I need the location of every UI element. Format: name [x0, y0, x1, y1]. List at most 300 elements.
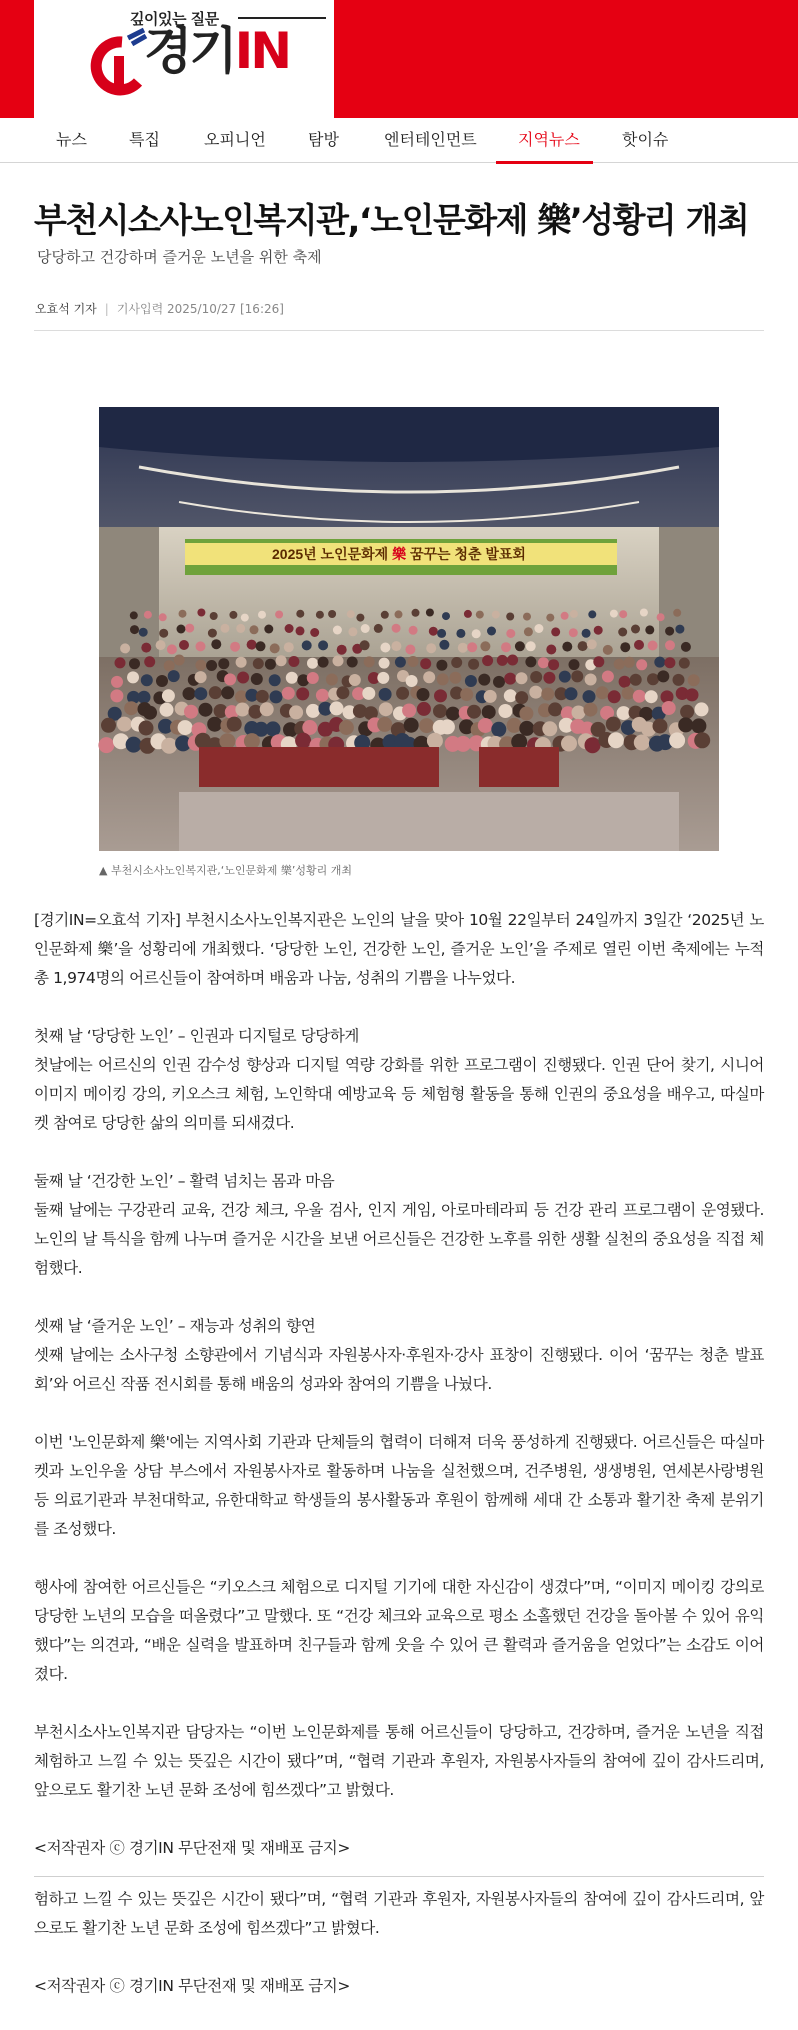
audience-member — [519, 707, 533, 721]
main-nav — [0, 118, 798, 163]
audience-member — [594, 626, 603, 635]
article-section-3 — [34, 1312, 764, 1399]
audience-member — [250, 625, 259, 634]
audience-member — [224, 673, 236, 685]
audience-member — [630, 674, 642, 686]
audience-member — [620, 642, 630, 652]
audience-member — [420, 658, 431, 669]
article-author[interactable]: 오효석 기자 — [35, 302, 97, 316]
audience-member — [124, 701, 138, 715]
audience-member — [565, 687, 578, 700]
audience-member — [419, 718, 434, 733]
audience-member — [236, 624, 245, 633]
audience-member — [328, 610, 336, 618]
audience-member — [546, 614, 554, 622]
audience-member — [423, 671, 435, 683]
nav-item-opinion[interactable]: 오피니언 — [204, 130, 266, 149]
copyright-notice: <저작권자 ⓒ 경기IN 무단전재 및 재배포 금지> — [34, 1839, 350, 1857]
audience-member — [318, 640, 328, 650]
audience-member — [316, 689, 329, 702]
section-text: 셋째 날에는 소사구청 소향관에서 기념식과 자원봉사자·후원자·강사 표창이 진행됐다. 이어 ‘꿈꾸는 청춘 발표회’와 어르신 작품 전시회를 통해 배움의 성과와 참여의 기쁨을 나눴다. — [34, 1346, 764, 1393]
audience-member — [260, 702, 274, 716]
audience-member — [275, 611, 283, 619]
audience-member — [230, 642, 240, 652]
audience-member — [618, 628, 627, 637]
audience-member — [326, 674, 338, 686]
audience-member — [634, 735, 650, 751]
audience-member — [593, 656, 604, 667]
audience-member — [548, 702, 562, 716]
audience-member — [484, 690, 497, 703]
audience-member — [265, 659, 276, 670]
audience-member — [130, 625, 139, 634]
audience-member — [583, 690, 596, 703]
nav-item-visit[interactable]: 탐방 — [308, 130, 339, 149]
audience-member — [276, 655, 287, 666]
audience-member — [631, 625, 640, 634]
audience-member — [478, 718, 493, 733]
audience-member — [143, 706, 157, 720]
auditorium-photo-illustration — [99, 407, 719, 851]
audience-member — [349, 674, 361, 686]
audience-member — [541, 688, 554, 701]
audience-member — [307, 672, 319, 684]
audience-member — [160, 703, 174, 717]
audience-member — [426, 609, 434, 617]
nav-active-indicator — [496, 161, 593, 164]
audience-member — [446, 707, 460, 721]
audience-member — [476, 611, 484, 619]
audience-member — [221, 686, 234, 699]
audience-member — [209, 686, 222, 699]
audience-member — [525, 656, 536, 667]
audience-member — [412, 609, 420, 617]
audience-member — [608, 732, 624, 748]
audience-member — [333, 655, 344, 666]
logo-tagline-rule — [238, 17, 326, 19]
audience-member — [101, 718, 116, 733]
audience-member — [487, 627, 496, 636]
audience-member — [645, 690, 658, 703]
audience-member — [318, 657, 329, 668]
audience-member — [379, 702, 393, 716]
audience-member — [256, 641, 266, 651]
audience-member — [356, 614, 364, 622]
audience-member — [691, 718, 706, 733]
audience-member — [464, 610, 472, 618]
audience-member — [516, 672, 528, 684]
audience-member — [164, 660, 175, 671]
audience-member — [111, 676, 123, 688]
audience-member — [395, 657, 406, 668]
audience-member — [285, 624, 294, 633]
audience-member — [141, 674, 153, 686]
audience-member — [467, 705, 481, 719]
audience-member — [395, 610, 403, 618]
audience-member — [561, 612, 569, 620]
audience-member — [694, 732, 710, 748]
audience-member — [408, 656, 419, 667]
audience-member — [633, 690, 646, 703]
audience-member — [229, 611, 237, 619]
audience-member — [534, 624, 543, 633]
audience-member — [439, 640, 449, 650]
audience-member — [264, 625, 273, 634]
audience-member — [449, 672, 461, 684]
section-heading: 셋째 날 ‘즐거운 노인’ – 재능과 성취의 향연 — [34, 1317, 316, 1335]
audience-member — [258, 611, 266, 619]
audience-member — [110, 689, 123, 702]
audience-member — [515, 641, 525, 651]
audience-member — [468, 659, 479, 670]
audience-member — [316, 611, 324, 619]
audience-member — [381, 611, 389, 619]
audience-member — [139, 721, 154, 736]
audience-member — [392, 624, 401, 633]
audience-member — [195, 660, 206, 671]
audience-member — [306, 704, 320, 718]
audience-member — [185, 624, 194, 633]
logo-wordmark-main: 경기 — [144, 22, 235, 80]
audience-member — [284, 642, 294, 652]
duplicate-tail-text: 험하고 느낄 수 있는 뜻깊은 시간이 됐다”며, “협력 기관과 후원자, 자원봉사자들의 참여에 깊이 감사드리며, 앞으로도 활기찬 노년 문화 조성에 힘쓰겠다”고 밝혔다. — [34, 1890, 764, 1937]
audience-member — [653, 719, 668, 734]
audience-member — [296, 626, 305, 635]
audience-member — [269, 674, 281, 686]
audience-member — [585, 737, 601, 753]
audience-member — [235, 703, 249, 717]
audience-member — [648, 641, 658, 651]
meta-separator: | — [104, 302, 109, 316]
banner-text: 2025년 노인문화제 樂 꿈꾸는 청춘 발표회 — [272, 546, 526, 562]
audience-member — [206, 660, 217, 671]
audience-member — [695, 702, 709, 716]
audience-member — [270, 643, 280, 653]
article-closing-paragraph: 이번 '노인문화제 樂'에는 지역사회 기관과 단체들의 협력이 더해져 더욱 풍성하게 진행됐다. 어르신들은 따실마켓과 노인우울 상담 부스에서 자원봉사자로 활동하며 나눔을 실천했으며, 건주병원, 생생병원, 연세본사랑병원 등 의료기관과 부천대학교, 유한대학교 학생들의 봉사활동과 후원이 함께해 세대 간 소통과 활기찬 축제 분위기를 조성했다. — [34, 1433, 764, 1538]
nav-item-hot-issue[interactable]: 핫이슈 — [622, 130, 669, 149]
audience-member — [167, 644, 177, 654]
audience-member — [138, 691, 151, 704]
audience-member — [654, 657, 665, 668]
audience-member — [640, 609, 648, 617]
audience-member — [529, 686, 542, 699]
audience-member — [543, 672, 555, 684]
audience-member — [482, 655, 493, 666]
audience-member — [451, 657, 462, 668]
audience-member — [584, 703, 598, 717]
audience-member — [614, 659, 625, 670]
nav-item-local-news[interactable]: 지역뉴스 — [518, 130, 580, 149]
audience-member — [437, 673, 449, 685]
audience-member — [456, 629, 465, 638]
audience-member — [434, 689, 447, 702]
audience-member — [348, 627, 357, 636]
audience-member — [657, 613, 665, 621]
site-logo[interactable] — [34, 0, 334, 118]
audience-member — [241, 614, 249, 622]
audience-member — [179, 610, 187, 618]
audience-member — [504, 673, 516, 685]
audience-member — [585, 674, 597, 686]
audience-member — [282, 687, 295, 700]
audience-member — [406, 675, 418, 687]
audience-member — [506, 629, 515, 638]
audience-member — [129, 658, 140, 669]
audience-member — [436, 660, 447, 671]
audience-member — [480, 641, 490, 651]
audience-member — [218, 658, 229, 669]
audience-member — [426, 643, 436, 653]
audience-member — [360, 640, 370, 650]
audience-member — [117, 717, 132, 732]
audience-member — [569, 659, 580, 670]
audience-member — [619, 610, 627, 618]
audience-member — [333, 626, 342, 635]
audience-member — [673, 674, 685, 686]
audience-member — [211, 639, 221, 649]
audience-member — [458, 643, 468, 653]
audience-member — [523, 613, 531, 621]
section-heading: 첫째 날 ‘당당한 노인’ – 인권과 디지털로 당당하게 — [34, 1027, 359, 1045]
audience-member — [497, 655, 508, 666]
article-lead-paragraph: [경기IN=오효석 기자] 부천시소사노인복지관은 노인의 날을 맞아 10월 22일부터 24일까지 3일간 ‘2025년 노인문화제 樂’을 성황리에 개최했다. ‘당당한 노인, 건강한 노인, 즐거운 노인’을 주제로 열린 이번 축제에는 누적 총 1,974명의 어르신들이 참여하며 배움과 나눔, 성취의 기쁨을 나누었다. — [34, 911, 764, 987]
audience-member — [409, 626, 418, 635]
audience-member — [183, 687, 196, 700]
audience-member — [310, 628, 319, 637]
audience-member — [538, 657, 549, 668]
top-banner — [0, 0, 798, 118]
audience-member — [624, 657, 635, 668]
audience-member — [610, 610, 618, 618]
audience-member — [478, 674, 490, 686]
audience-member — [307, 658, 318, 669]
audience-member — [405, 645, 415, 655]
logo-mark-icon — [92, 34, 148, 94]
audience-member — [161, 738, 177, 754]
audience-member — [662, 701, 676, 715]
audience-member — [159, 629, 168, 638]
section-heading: 둘째 날 ‘건강한 노인’ – 활력 넘치는 몸과 마음 — [34, 1172, 335, 1190]
audience-member — [548, 659, 559, 670]
audience-member — [493, 676, 505, 688]
audience-member — [139, 628, 148, 637]
audience-member — [519, 721, 534, 736]
audience-member — [546, 645, 556, 655]
audience-member — [561, 736, 577, 752]
audience-member — [115, 657, 126, 668]
audience-member — [606, 717, 621, 732]
audience-member — [347, 657, 358, 668]
audience-member — [156, 640, 166, 650]
audience-member — [210, 612, 218, 620]
audience-member — [227, 717, 242, 732]
audience-member — [266, 721, 281, 736]
photo-caption: ▲ 부천시소사노인복지관,‘노인문화제 樂’성황리 개최 — [99, 864, 352, 877]
audience-member — [196, 641, 206, 651]
article-subtitle: 당당하고 건강하며 즐거운 노년을 위한 축제 — [37, 248, 322, 266]
audience-member — [364, 656, 375, 667]
audience-member — [526, 641, 536, 651]
audience-member — [596, 686, 609, 699]
audience-member — [379, 658, 390, 669]
audience-member — [270, 690, 283, 703]
audience-member — [417, 688, 430, 701]
audience-member — [427, 733, 443, 749]
audience-member — [645, 625, 654, 634]
audience-member — [130, 611, 138, 619]
audience-member — [141, 643, 151, 653]
audience-member — [498, 704, 512, 718]
audience-member — [467, 642, 477, 652]
article-closing-paragraph: 부천시소사노인복지관 담당자는 “이번 노인문화제를 통해 어르신들이 당당하고, 건강하며, 즐거운 노년을 직접 체험하고 느낄 수 있는 뜻깊은 시간이 됐다”며, “협력 기관과 후원자, 자원봉사자들의 참여에 깊이 감사드리며, 앞으로도 활기찬 노년 문화 조성에 힘쓰겠다”고 밝혔다. — [34, 1723, 764, 1799]
audience-member — [501, 642, 511, 652]
audience-member — [295, 733, 311, 749]
audience-member — [571, 670, 583, 682]
audience-member — [330, 701, 344, 715]
audience-member — [120, 643, 130, 653]
article-title: 부천시소사노인복지관,‘노인문화제 樂’성황리 개최 — [34, 201, 749, 241]
audience-member — [665, 627, 674, 636]
audience-member — [562, 642, 572, 652]
audience-member — [286, 672, 298, 684]
audience-member — [380, 643, 390, 653]
audience-member — [417, 702, 431, 716]
nav-item-special[interactable]: 특집 — [129, 130, 160, 149]
nav-item-news[interactable]: 뉴스 — [56, 130, 87, 149]
audience-member — [680, 705, 694, 719]
audience-member — [207, 717, 222, 732]
audience-member — [379, 688, 392, 701]
audience-member — [686, 688, 699, 701]
audience-member — [582, 629, 591, 638]
audience-member — [669, 732, 685, 748]
header-divider — [34, 330, 764, 331]
audience-member — [665, 640, 675, 650]
audience-member — [236, 657, 247, 668]
audience-member — [647, 673, 659, 685]
audience-member — [440, 719, 455, 734]
audience-member — [551, 627, 560, 636]
audience-member — [587, 639, 597, 649]
audience-member — [504, 689, 517, 702]
audience-member — [433, 704, 447, 718]
audience-member — [569, 628, 578, 637]
audience-member — [679, 658, 690, 669]
audience-member — [657, 670, 669, 682]
audience-member — [377, 717, 392, 732]
audience-member — [429, 627, 438, 636]
audience-member — [296, 610, 304, 618]
audience-member — [608, 690, 621, 703]
audience-member — [578, 641, 588, 651]
audience-member — [362, 687, 375, 700]
audience-member — [194, 687, 207, 700]
audience-member — [588, 610, 596, 618]
audience-member — [374, 624, 383, 633]
audience-member — [530, 671, 542, 683]
audience-member — [507, 718, 522, 733]
section-text: 둘째 날에는 구강관리 교육, 건강 체크, 우울 검사, 인지 게임, 아로마테라피 등 건강 관리 프로그램이 운영됐다. 노인의 날 특식을 함께 나누며 즐거운 시간을 보낸 어르신들은 건강한 노후를 위한 생활 실천의 중요성을 직접 체험했다. — [34, 1201, 764, 1277]
audience-member — [515, 691, 528, 704]
audience-member — [492, 611, 500, 619]
article-body — [34, 906, 764, 2030]
audience-member — [197, 609, 205, 617]
audience-member — [221, 624, 230, 633]
audience-member — [678, 717, 693, 732]
article-closing-paragraph: 행사에 참여한 어르신들은 “키오스크 체험으로 디지털 기기에 대한 자신감이 생겼다”며, “이미지 메이킹 강의로 당당한 노년의 모습을 떠올렸다”고 말했다. 또 “건강 체크와 교육으로 평소 소홀했던 건강을 돌아볼 수 있어 유익했다”는 의견과, “배운 실력을 발표하며 친구들과 함께 웃을 수 있어 큰 활력과 즐거움을 얻었다”는 소감도 이어졌다. — [34, 1578, 764, 1683]
audience-member — [162, 689, 175, 702]
audience-member — [156, 675, 168, 687]
audience-member — [179, 640, 189, 650]
audience-member — [251, 673, 263, 685]
audience-member — [603, 645, 613, 655]
audience-member — [391, 641, 401, 651]
audience-member — [442, 612, 450, 620]
audience-member — [336, 686, 349, 699]
audience-member — [256, 690, 269, 703]
audience-member — [506, 613, 514, 621]
nav-item-entertainment[interactable]: 엔터테인먼트 — [384, 130, 477, 149]
audience-member — [465, 675, 477, 687]
audience-member — [664, 657, 675, 668]
audience-member — [174, 655, 185, 666]
audience-member — [634, 640, 644, 650]
audience-member — [159, 613, 167, 621]
audience-member — [247, 640, 257, 650]
audience-member — [219, 733, 235, 749]
audience-member — [177, 625, 186, 634]
audience-member — [253, 658, 264, 669]
article-date: 기사입력 2025/10/27 [16:26] — [116, 302, 284, 316]
audience-member — [244, 733, 260, 749]
audience-member — [681, 642, 691, 652]
section-text: 첫날에는 어르신의 인권 감수성 향상과 디지털 역량 강화를 위한 프로그램이 진행됐다. 인권 단어 찾기, 시니어 이미지 메이킹 강의, 키오스크 체험, 노인학대 예방교육 등 체험형 활동을 통해 인권의 중요성을 배우고, 따실마켓 참여로 당당한 삶의 의미를 되새겼다. — [34, 1056, 764, 1132]
audience-member — [288, 656, 299, 667]
audience-member — [472, 629, 481, 638]
audience-member — [675, 625, 684, 634]
article-photo[interactable] — [99, 407, 719, 851]
audience-member — [195, 671, 207, 683]
audience-member — [622, 687, 635, 700]
audience-member — [636, 659, 647, 670]
audience-member — [524, 627, 533, 636]
audience-member — [144, 611, 152, 619]
audience-member — [559, 671, 571, 683]
audience-member — [126, 737, 142, 753]
audience-member — [168, 670, 180, 682]
copyright-notice-repeat: <저작권자 ⓒ 경기IN 무단전재 및 재배포 금지> — [34, 1977, 350, 1995]
article-meta — [35, 300, 284, 317]
audience-member — [296, 687, 309, 700]
audience-member — [184, 705, 198, 719]
article-section-2 — [34, 1167, 764, 1283]
audience-member — [98, 737, 114, 753]
audience-member — [127, 671, 139, 683]
audience-member — [402, 704, 416, 718]
audience-member — [339, 720, 354, 735]
audience-member — [570, 610, 578, 618]
duplicate-divider — [34, 1876, 764, 1877]
audience-member — [491, 722, 506, 737]
audience-member — [347, 610, 355, 618]
audience-member — [361, 624, 370, 633]
article-section-1 — [34, 1022, 764, 1138]
audience-member — [237, 672, 249, 684]
audience-member — [404, 718, 419, 733]
audience-member — [208, 629, 217, 638]
audience-member — [617, 706, 631, 720]
audience-member — [337, 645, 347, 655]
